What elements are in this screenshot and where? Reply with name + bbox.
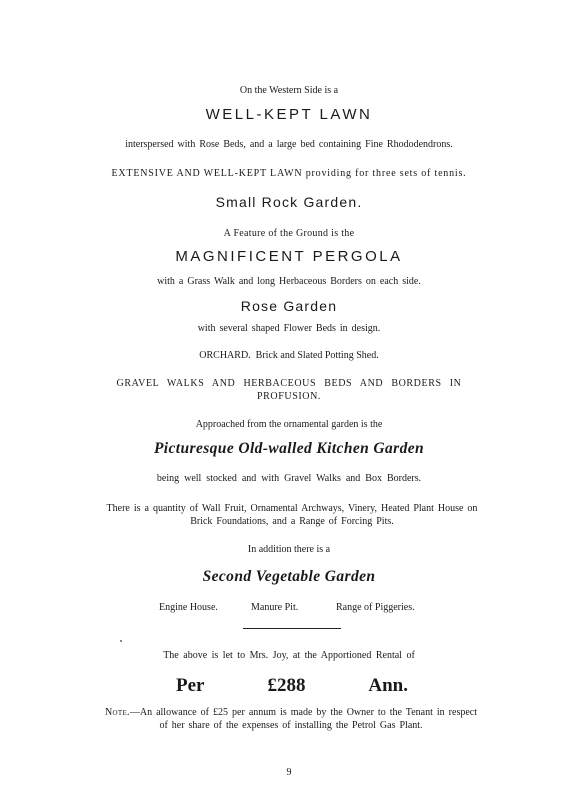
feature-intro: A Feature of the Ground is the — [223, 228, 355, 239]
section-divider — [243, 628, 341, 629]
addition-intro: In addition there is a — [247, 544, 331, 555]
rental-per: Per — [176, 675, 205, 696]
outbuilding-manure-pit: Manure Pit. — [251, 602, 299, 613]
rental-period: Ann. — [368, 675, 408, 696]
gas-plant-note — [105, 706, 477, 732]
rental-line — [176, 676, 408, 695]
wall-fruit-paragraph: There is a quantity of Wall Fruit, Ornamental Archways, Vinery, Heated Plant House on Brick Foundations, and a Range of Forcing Pits. — [106, 503, 478, 527]
lawn-detail: interspersed with Rose Beds, and a large bed containing Fine Rhododendrons. — [125, 139, 453, 150]
orchard-line: ORCHARD. Brick and Slated Potting Shed. — [199, 350, 379, 361]
note-label: Note. — [105, 707, 130, 718]
pergola-detail: with a Grass Walk and long Herbaceous Borders on each side. — [157, 276, 421, 287]
gravel-walks-line: GRAVEL WALKS AND HERBACEOUS BEDS AND BORDERS IN PROFUSION. — [116, 378, 462, 402]
kitchen-garden-detail: being well stocked and with Gravel Walks and Box Borders. — [156, 473, 422, 484]
tennis-lawn-line: EXTENSIVE AND WELL-KEPT LAWN providing for three sets of tennis. — [111, 168, 467, 179]
vegetable-garden-heading: Second Vegetable Garden — [202, 568, 376, 585]
pergola-heading: MAGNIFICENT PERGOLA — [175, 248, 403, 265]
note-text: —An allowance of £25 per annum is made by the Owner to the Tenant in respect of her share of the expenses of installing the Petrol Gas Plant. — [129, 707, 477, 731]
page-number: 9 — [286, 767, 292, 778]
print-speck — [120, 640, 122, 642]
rose-garden-detail: with several shaped Flower Beds in design. — [197, 323, 381, 334]
outbuilding-engine-house: Engine House. — [159, 602, 218, 613]
western-side-intro: On the Western Side is a — [239, 85, 339, 96]
well-kept-lawn-heading: WELL-KEPT LAWN — [205, 106, 373, 123]
rental-amount: £288 — [267, 675, 306, 696]
rock-garden-heading: Small Rock Garden. — [215, 194, 363, 210]
outbuilding-piggeries: Range of Piggeries. — [336, 602, 415, 613]
let-statement: The above is let to Mrs. Joy, at the Apportioned Rental of — [163, 650, 415, 661]
rose-garden-heading: Rose Garden — [240, 298, 338, 314]
approach-intro: Approached from the ornamental garden is the — [195, 419, 383, 430]
kitchen-garden-heading: Picturesque Old-walled Kitchen Garden — [153, 440, 425, 457]
